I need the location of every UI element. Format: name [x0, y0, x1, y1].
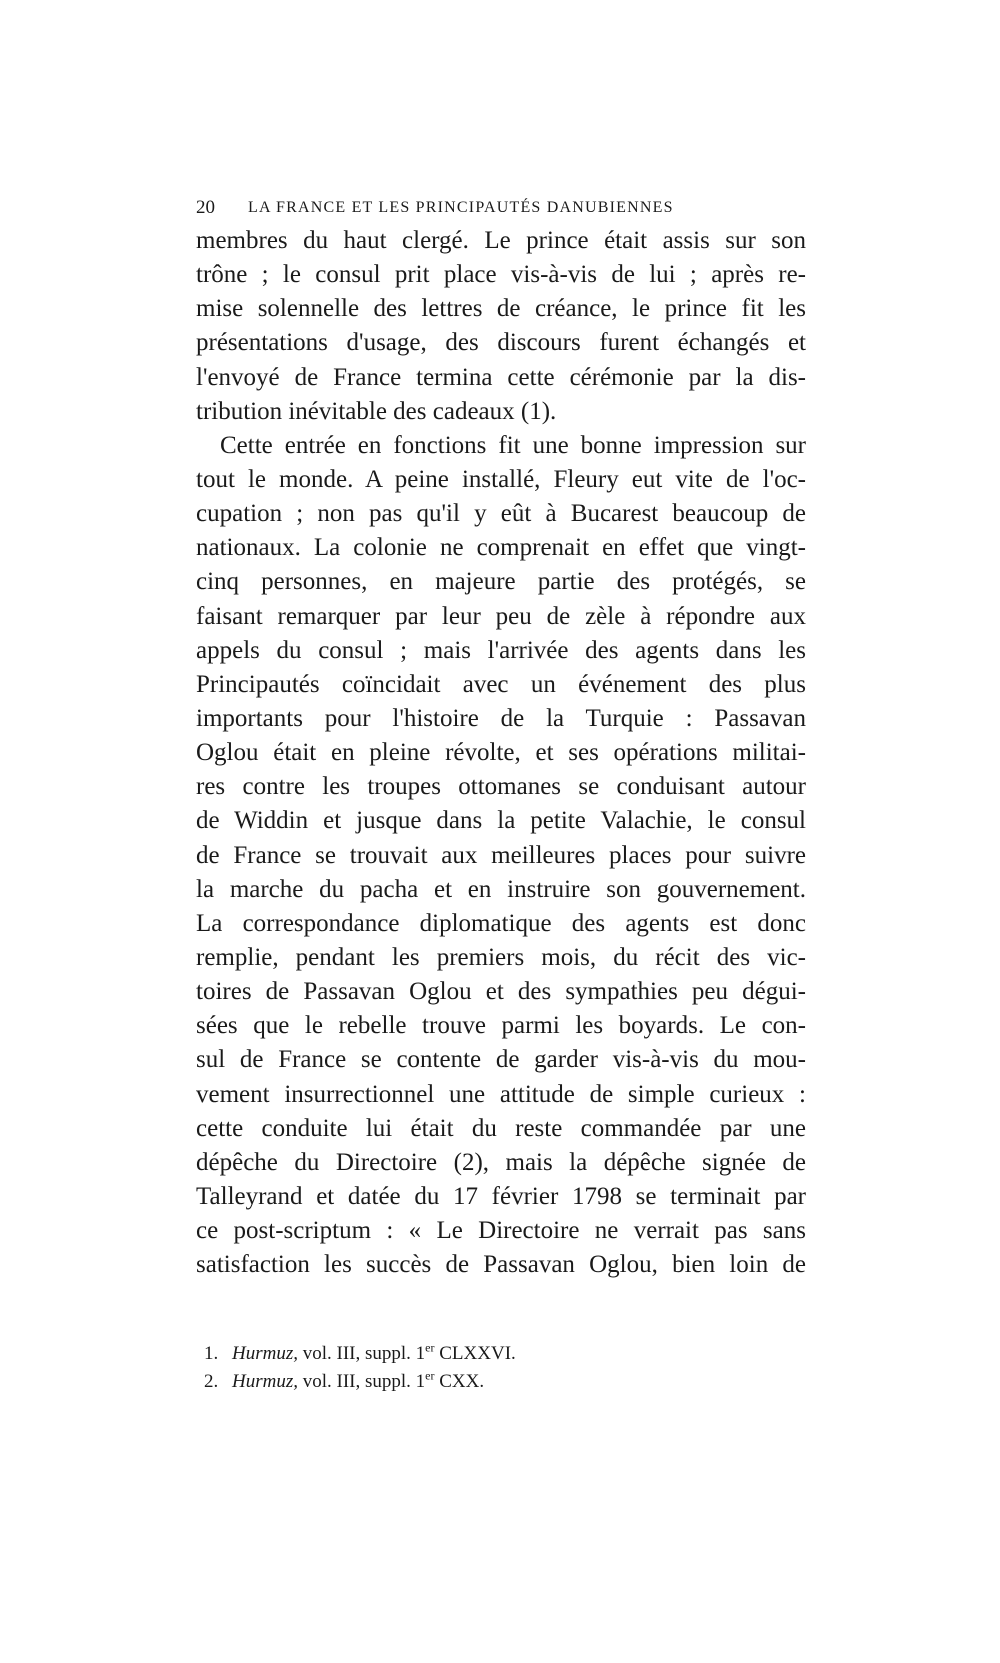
text-line: de France se trouvait aux meilleures places pour suivre [196, 841, 806, 869]
text-line: Cette entrée en fonctions fit une bonne impression sur [220, 431, 806, 459]
running-head [196, 197, 802, 223]
text-line: cinq personnes, en majeure partie des protégés, se [196, 568, 806, 596]
text-line: res contre les troupes ottomanes se conduisant autour [196, 773, 806, 801]
text-line: la marche du pacha et en instruire son gouvernement. [196, 875, 806, 903]
text-line: vement insurrectionnel une attitude de simple curieux : [196, 1080, 806, 1108]
text-line: mise solennelle des lettres de créance, le prince fit les [196, 295, 806, 323]
text-line: ce post-scriptum : « Le Directoire ne verrait pas sans [196, 1217, 806, 1245]
text-line: remplie, pendant les premiers mois, du récit des vic- [196, 943, 806, 971]
text-line: sées que le rebelle trouve parmi les boyards. Le con- [196, 1012, 806, 1040]
running-title: LA FRANCE ET LES PRINCIPAUTÉS DANUBIENNES [248, 199, 674, 216]
text-line: appels du consul ; mais l'arrivée des agents dans les [196, 636, 806, 664]
text-line: trône ; le consul prit place vis-à-vis de lui ; après re- [196, 261, 806, 289]
text-line: dépêche du Directoire (2), mais la dépêche signée de [196, 1148, 806, 1176]
footnote-reference: vol. III, suppl. 1 [297, 1343, 426, 1364]
text-line: cupation ; non pas qu'il y eût à Bucarest beaucoup de [196, 500, 806, 528]
text-line: Principautés coïncidait avec un événement des plus [196, 670, 806, 698]
footnotes [204, 1340, 804, 1396]
text-line: La correspondance diplomatique des agents est donc [196, 909, 806, 937]
paragraph-1 [196, 224, 806, 429]
text-line: Talleyrand et datée du 17 février 1798 se terminait par [196, 1182, 806, 1210]
footnote-number: 1. [204, 1343, 219, 1364]
paragraph-2 [196, 429, 806, 1283]
footnote-reference: vol. III, suppl. 1 [297, 1371, 426, 1392]
text-line: toires de Passavan Oglou et des sympathies peu dégui- [196, 978, 806, 1006]
page-number: 20 [196, 197, 215, 218]
footnote-2 [204, 1368, 804, 1396]
text-line: présentations d'usage, des discours furent échangés et [196, 329, 806, 357]
footnote-source: Hurmuz, [232, 1371, 298, 1392]
footnote-superscript: er [425, 1368, 435, 1383]
footnote-number: 2. [204, 1371, 219, 1392]
footnote-reference-end: CXX. [434, 1371, 485, 1392]
footnote-source: Hurmuz, [232, 1343, 298, 1364]
text-line: membres du haut clergé. Le prince était assis sur son [196, 227, 806, 254]
text-line: de Widdin et jusque dans la petite Valachie, le consul [196, 807, 806, 835]
text-line: tout le monde. A peine installé, Fleury eut vite de l'oc- [196, 465, 806, 493]
footnote-reference-end: CLXXVI. [434, 1343, 516, 1364]
body-text [196, 224, 806, 1282]
text-line: cette conduite lui était du reste commandée par une [196, 1114, 806, 1142]
footnote-1 [204, 1340, 804, 1368]
text-line: satisfaction les succès de Passavan Oglou, bien loin de [196, 1251, 806, 1279]
text-line: Oglou était en pleine révolte, et ses opérations militai- [196, 739, 806, 767]
text-line: tribution inévitable des cadeaux (1). [196, 397, 557, 425]
text-line: importants pour l'histoire de la Turquie : Passavan [196, 704, 806, 732]
text-line: faisant remarquer par leur peu de zèle à répondre aux [196, 602, 806, 630]
text-line: l'envoyé de France termina cette cérémonie par la dis- [196, 363, 806, 391]
text-line: sul de France se contente de garder vis-à-vis du mou- [196, 1046, 806, 1074]
text-line: nationaux. La colonie ne comprenait en effet que vingt- [196, 534, 806, 562]
footnote-superscript: er [425, 1340, 435, 1355]
